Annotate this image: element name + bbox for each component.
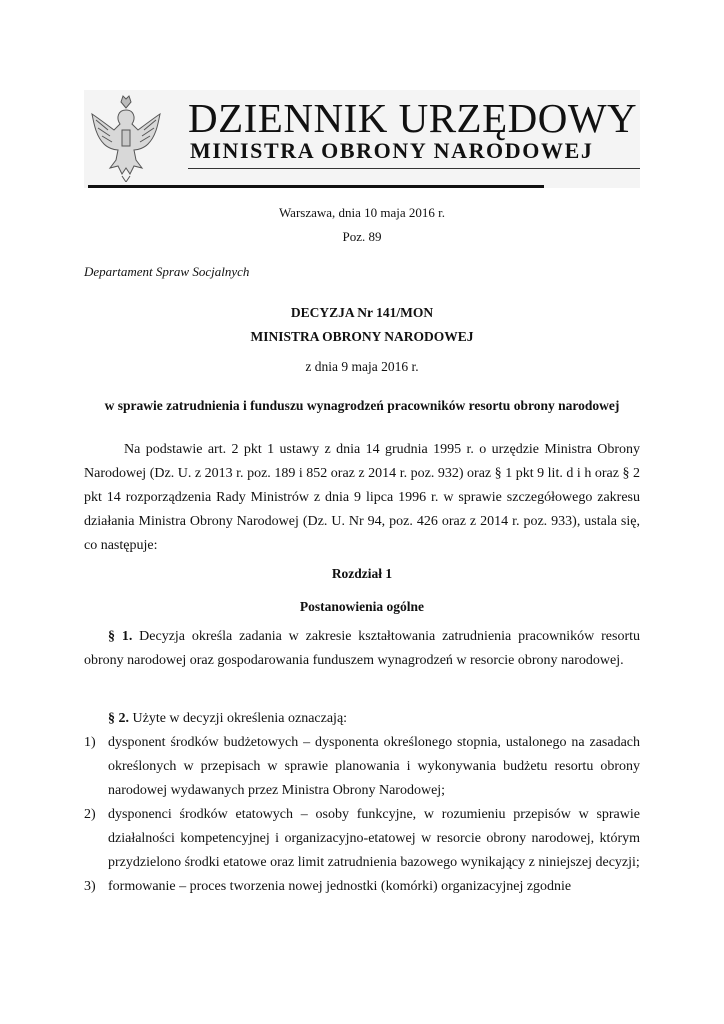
decision-date: z dnia 9 maja 2016 r. — [305, 359, 419, 374]
decision-title: DECYZJA Nr 141/MON — [290, 305, 434, 320]
section-2 — [84, 707, 640, 731]
decision-minister: MINISTRA OBRONY NARODOWEJ — [250, 329, 474, 344]
place-date: Warszawa, dnia 10 maja 2016 r. — [278, 205, 446, 220]
section-2-text: Użyte w decyzji określenia oznaczają: — [129, 711, 348, 726]
masthead-title: DZIENNIK URZĘDOWY — [188, 95, 638, 141]
legal-basis-paragraph: Na podstawie art. 2 pkt 1 ustawy z dnia 14 grudnia 1995 r. o urzędzie Ministra Obrony Narodowej (Dz. U. z 2013 r. poz. 189 i 852 oraz z 2014 r. poz. 932) oraz § 1 pkt 9 lit. d i h oraz § 2 pkt 14 rozporządzenia Rady Ministrów z dnia 9 lipca 1996 r. w sprawie szczegółowego zakresu działania Ministra Obrony Narodowej (Dz. U. Nr 94, poz. 426 oraz z 2014 r. poz. 933), ustala się, co następuje: — [84, 442, 640, 553]
list-item-text: formowanie – proces tworzenia nowej jednostki (komórki) organizacyjnej zgodnie — [108, 879, 572, 894]
position-number: Poz. 89 — [342, 229, 382, 244]
list-item-text: dysponent środków budżetowych – dysponenta określonego stopnia, ustalonego na zasadach określonych w przepisach w sprawie planowania i wykonywania budżetu resortu obrony narodowej wydawanych przez Ministra Obrony Narodowej; — [108, 735, 640, 798]
chapter-subtitle: Postanowienia ogólne — [299, 599, 425, 614]
department: Departament Spraw Socjalnych — [84, 264, 250, 279]
list-item-number: 3) — [84, 879, 96, 894]
decision-subject: w sprawie zatrudnienia i funduszu wynagrodzeń pracowników resortu obrony narodowej — [104, 398, 620, 413]
definitions-list — [84, 731, 640, 899]
section-1 — [84, 625, 640, 673]
list-item-number: 1) — [84, 735, 96, 750]
list-item-text: dysponenci środków etatowych – osoby funkcyjne, w rozumieniu przepisów w sprawie działalności kompetencyjnej i organizacyjno-etatowej w resorcie obrony narodowej, którym przydzielono środki etatowe oraz limit zatrudnienia bazowego wynikający z niniejszej decyzji; — [108, 807, 640, 870]
eagle-emblem-icon — [88, 94, 164, 182]
masthead-divider-thin — [188, 168, 640, 169]
section-1-text: Decyzja określa zadania w zakresie kształtowania zatrudnienia pracowników resortu obrony narodowej oraz gospodarowania funduszem wynagrodzeń w resorcie obrony narodowej. — [84, 629, 640, 668]
section-1-number: § 1. — [108, 629, 133, 644]
list-item — [84, 803, 640, 875]
chapter-title: Rozdział 1 — [331, 566, 393, 581]
masthead — [84, 90, 640, 190]
masthead-subtitle: MINISTRA OBRONY NARODOWEJ — [190, 138, 594, 163]
list-item-number: 2) — [84, 807, 96, 822]
list-item — [84, 731, 640, 803]
section-2-number: § 2. — [108, 711, 129, 726]
list-item — [84, 875, 640, 899]
masthead-divider-thick — [88, 185, 544, 188]
